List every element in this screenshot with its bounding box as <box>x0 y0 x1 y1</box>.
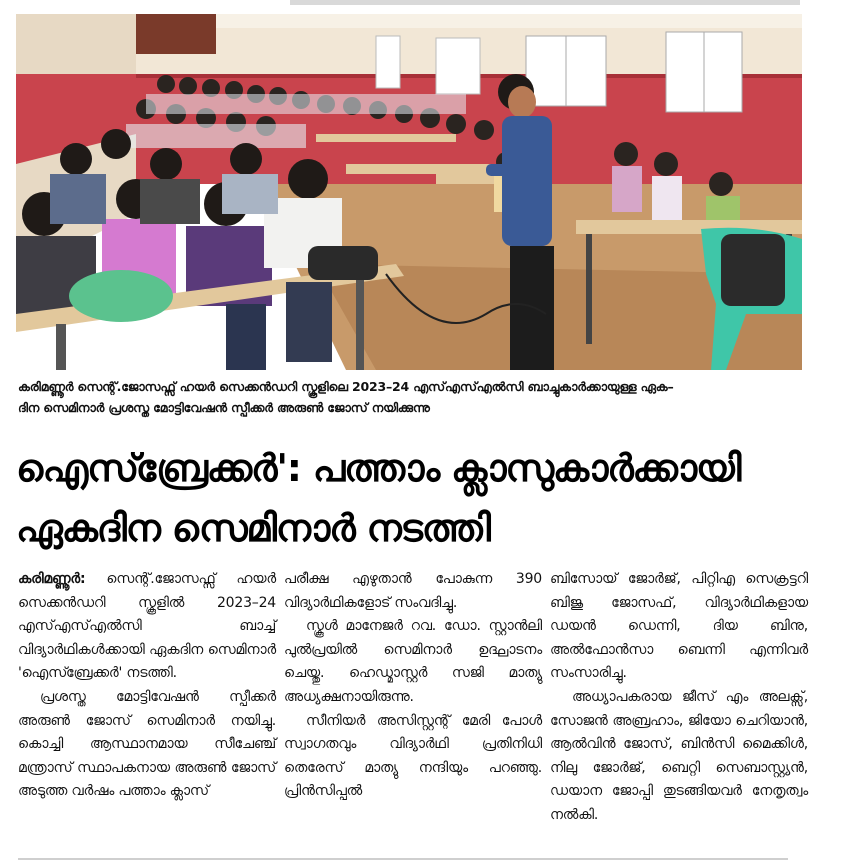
article-column-2 <box>284 568 542 858</box>
paragraph: സീനിയർ അസിസ്റ്റന്റ് മേരി പോൾ സ്വാഗതവും വിദ്യാർഥി പ്രതിനിധി തെരേസ് മാത്യു നന്ദിയും പറഞ്ഞു. പ്രിൻസിപ്പൽ <box>284 712 542 800</box>
headline-line-1: ഐസ്ബ്രേക്കർ': പത്താം ക്ലാസുകാർക്കായി <box>16 446 741 490</box>
paragraph <box>18 568 276 686</box>
caption-line-1: കരിമണ്ണൂർ സെന്റ്.ജോസഫ്സ് ഹയർ സെക്കൻഡറി സ്കൂളിലെ 2023–24 എസ്എസ്എൽസി ബാച്ചുകാർക്കായുള്ള ഏക– <box>18 379 674 394</box>
paragraph: സ്കൂൾ മാനേജർ റവ. ഡോ. സ്റ്റാൻലി പുൽപ്രയിൽ സെമിനാർ ഉദ്ഘാടനം ചെയ്തു. ഹെഡ്മാസ്റ്റർ സജി മാത്യു അധ്യക്ഷനായിരുന്നു. <box>284 618 542 705</box>
news-photo-seminar <box>16 14 802 370</box>
caption-line-2: ദിന സെമിനാർ പ്രശസ്ത മോട്ടിവേഷൻ സ്പീക്കർ അരുൺ ജോസ് നയിക്കുന്നു <box>18 400 430 415</box>
article-column-3 <box>550 568 808 858</box>
paragraph: അധ്യാപകരായ ജീസ് എം അലക്സ്, സോജൻ അബ്രഹാം, ജിയോ ചെറിയാൻ, ആൽവിൻ ജോസ്, ബിൻസി മൈക്കിൾ, നിലു ജോർജ്, ബെറ്റി സെബാസ്റ്റ്യൻ, ഡയാന ജോപ്പി തുടങ്ങിയവർ നേതൃത്വം നൽകി. <box>550 688 808 823</box>
paragraph: ബിസോയ് ജോർജ്, പിറ്റിഎ സെക്രട്ടറി ബിജു ജോസഫ്, വിദ്യാർഥികളായ ഡയൻ ഡെന്നി, ദിയ ബിനു, അൽഫോൻസാ ബെന്നി എന്നിവർ സംസാരിച്ചു. <box>550 571 808 682</box>
article-headline <box>16 438 826 558</box>
paragraph: പ്രശസ്ത മോട്ടിവേഷൻ സ്പീക്കർ അരുൺ ജോസ് സെമിനാർ നയിച്ചു. കൊച്ചി ആസ്ഥാനമായ സീചേഞ്ച് മന്ത്രാസ് സ്ഥാപകനായ അരുൺ ജോസ് അടുത്ത വർഷം പത്താം ക്ലാസ് <box>18 688 276 800</box>
dateline: കരിമണ്ണൂർ: <box>18 571 86 587</box>
bottom-rule <box>18 858 788 860</box>
article-column-1 <box>18 568 276 858</box>
top-rule <box>290 0 800 5</box>
article-body <box>18 568 808 858</box>
paragraph-text: സെന്റ്.ജോസഫ്സ് ഹയർ സെക്കൻഡറി സ്കൂളിൽ 2023–24 എസ്എസ്എൽസി ബാച്ച് വിദ്യാർഥികൾക്കായി ഏകദിന സെമിനാർ 'ഐസ്ബ്രേക്കർ' നടത്തി. <box>18 571 276 682</box>
headline-line-2: ഏകദിന സെമിനാർ നടത്തി <box>16 506 490 550</box>
photo-caption <box>18 376 808 418</box>
paragraph: പരീക്ഷ എഴുതാൻ പോകുന്ന 390 വിദ്യാർഥികളോട് സംവദിച്ചു. <box>284 571 542 611</box>
